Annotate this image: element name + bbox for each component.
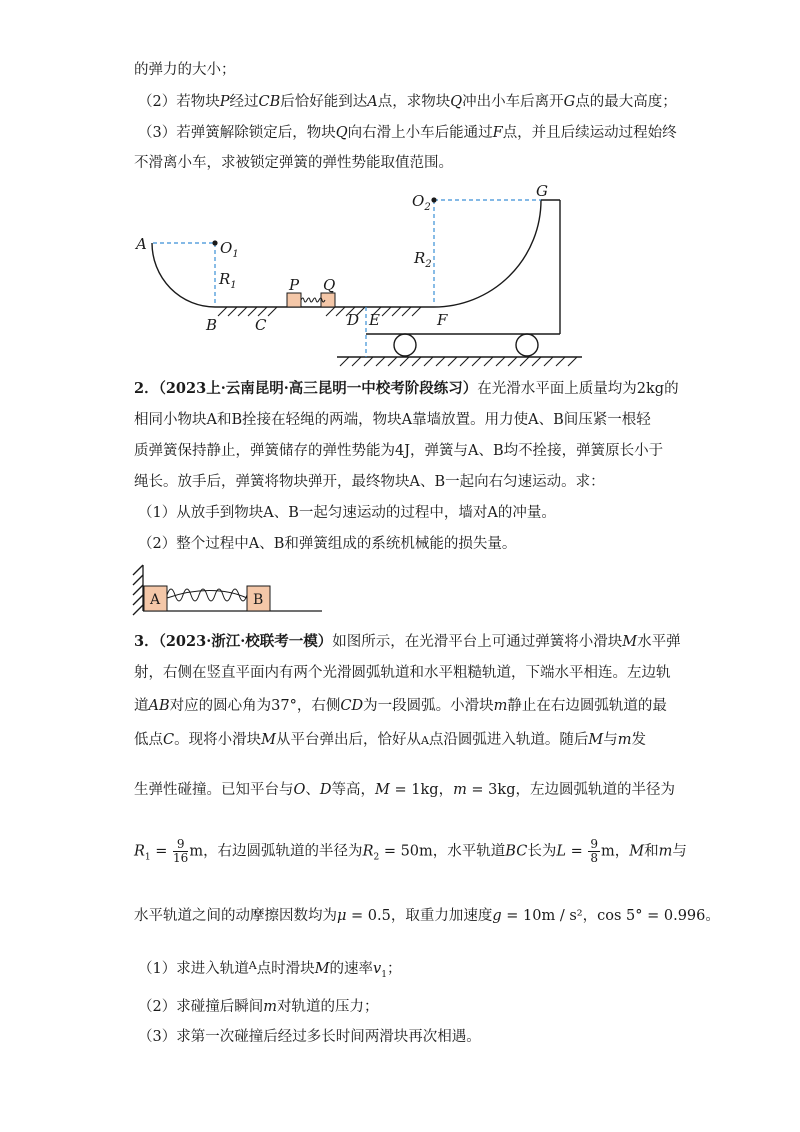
q2-line-3: 质弹簧保持静止，弹簧储存的弹性势能为4J，弹簧与A、B均不拴接，弹簧原长小于: [134, 443, 664, 459]
label-e: E: [369, 311, 380, 329]
label-q: Q: [323, 276, 336, 294]
q2-line-2: 相同小物块A和B拴接在轻绳的两端，物块A靠墙放置。用力使A、B间压紧一根轻: [134, 412, 651, 428]
block-q: [321, 293, 335, 307]
cart-track-figure: [0, 0, 800, 380]
label-p: P: [289, 276, 300, 294]
q3-line-5: 生弹性碰撞。已知平台与O、D等高，M = 1kg，m = 3kg，左边圆弧轨道的半径为: [134, 782, 675, 798]
q1-subquestion-3-line-2: 不滑离小车，求被锁定弹簧的弹性势能取值范围。: [134, 155, 453, 171]
label-g: G: [536, 182, 548, 200]
q1-text-line-1: 的弹力的大小；: [134, 62, 236, 78]
q1-subquestion-2: （2）若物块P经过CB后恰好能到达A点，求物块Q冲出小车后离开G点的最大高度；: [138, 94, 677, 110]
q3-subquestion-3: （3）求第一次碰撞后经过多长时间两滑块再次相遇。: [138, 1029, 481, 1045]
label-d: D: [347, 311, 360, 329]
q3-line-6: $R_1$ = $\frac{9}{16}$ m，右边圆弧轨道的半径为$R_2 = 50m$，水平轨道BC长为L = $\frac{9}{8}$ m，M和m与: [134, 837, 687, 865]
q3-line-1: 3．（2023·浙江·校联考一模）如图所示，在光滑平台上可通过弹簧将小滑块M水平弹: [134, 633, 681, 650]
label-f: F: [437, 311, 448, 329]
q3-line-7: 水平轨道之间的动摩擦因数均为μ = 0.5，取重力加速度g = 10m / s²，cos 5° = 0.996。: [134, 908, 720, 924]
q3-subquestion-1: （1）求进入轨道$^A$点时滑块M的速率$v_1$；: [138, 959, 402, 980]
q3-subquestion-2: （2）求碰撞后瞬间m对轨道的压力；: [138, 999, 379, 1015]
q1-subquestion-3: （3）若弹簧解除锁定后，物块Q向右滑上小车后能通过F点，并且后续运动过程始终: [138, 125, 677, 141]
block-p: [287, 293, 301, 307]
label-r2: $R_2$: [414, 249, 432, 270]
q3-line-3: 道AB对应的圆心角为37°，右侧CD为一段圆弧。小滑块m静止在右边圆弧轨道的最: [134, 698, 667, 714]
label-c: C: [255, 316, 267, 334]
label-r1: $R_1$: [219, 270, 237, 291]
wall-spring-figure: [0, 560, 800, 620]
label-a: A: [136, 235, 147, 253]
svg-text:B: B: [253, 592, 264, 608]
q3-line-2: 射，右侧在竖直平面内有两个光滑圆弧轨道和水平粗糙轨道，下端水平相连。左边轨: [134, 665, 671, 681]
q2-line-4: 绳长。放手后，弹簧将物块弹开，最终物块A、B一起向右匀速运动。求：: [134, 474, 605, 490]
q3-line-4: 低点C。现将小滑块M从平台弹出后，恰好从A点沿圆弧进入轨道。随后M与m发: [134, 732, 647, 748]
label-o1: $O_1$: [220, 239, 239, 260]
label-o2: $O_2$: [412, 192, 431, 213]
q2-line-1: 2．（2023上·云南昆明·高三昆明一中校考阶段练习）在光滑水平面上质量均为2kg的: [134, 380, 679, 397]
label-b: B: [206, 316, 218, 334]
q2-subquestion-2: （2）整个过程中A、B和弹簧组成的系统机械能的损失量。: [138, 536, 517, 552]
q2-subquestion-1: （1）从放手到物块A、B一起匀速运动的过程中，墙对A的冲量。: [138, 505, 556, 521]
svg-text:A: A: [150, 592, 161, 608]
